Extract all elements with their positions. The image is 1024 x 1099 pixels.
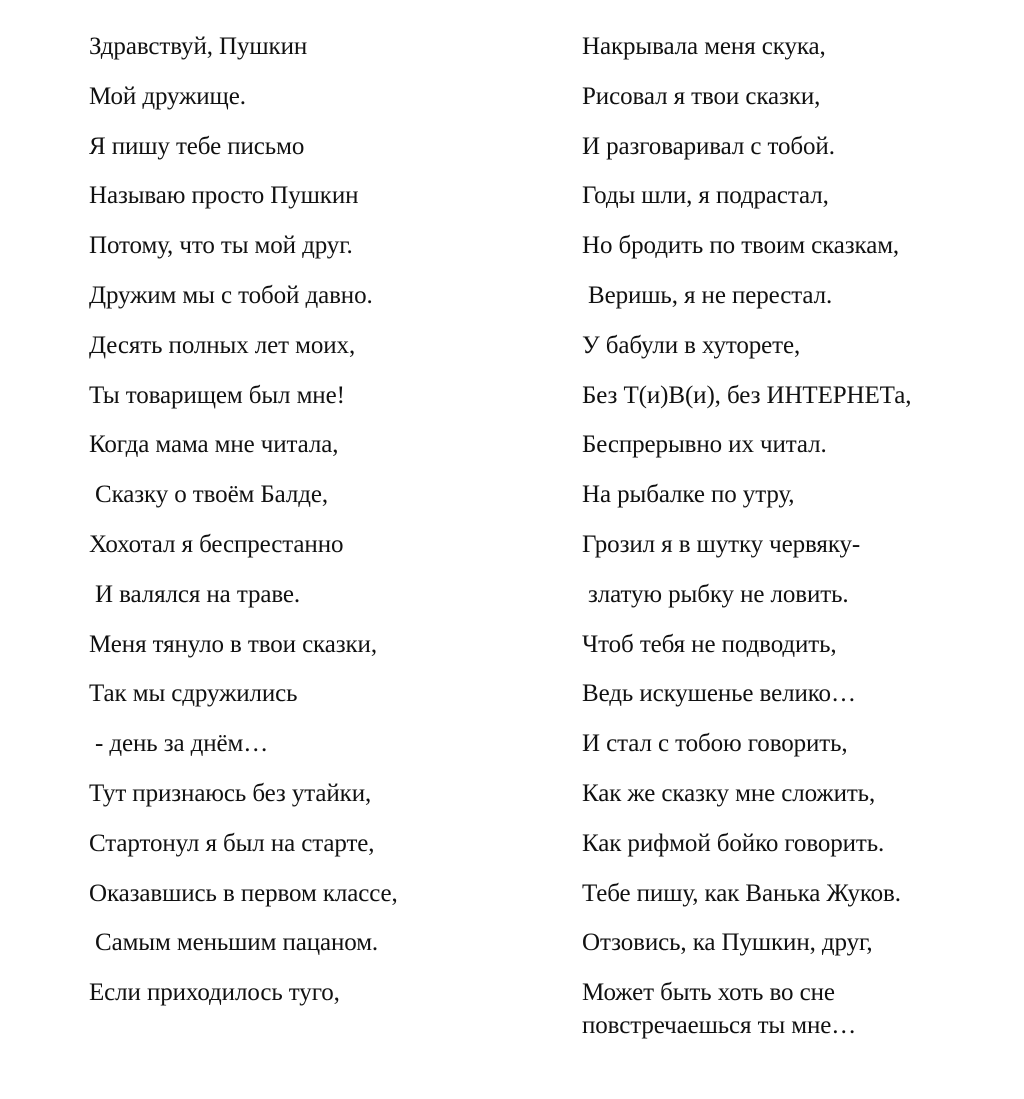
poem-line: Стартонул я был на старте,	[89, 829, 375, 857]
poem-line: Называю просто Пушкин	[89, 182, 359, 210]
poem-line: Но бродить по твоим сказкам,	[582, 232, 900, 260]
poem-line: Сказку о твоём Балде,	[95, 481, 329, 509]
poem-line: Отзовись, ка Пушкин, друг,	[582, 929, 873, 957]
poem-line: Беспрерывно их читал.	[582, 431, 827, 459]
poem-line: Мой дружище.	[89, 82, 246, 110]
poem-line: Оказавшись в первом классе,	[89, 879, 398, 907]
poem-line: Рисовал я твои сказки,	[582, 82, 821, 110]
poem-line: Самым меньшим пацаном.	[95, 929, 379, 957]
poem-line: Может быть хоть во сне	[582, 979, 835, 1007]
poem-line: И валялся на траве.	[95, 580, 301, 608]
poem-line: Ты товарищем был мне!	[89, 381, 345, 409]
poem-line: Так мы сдружились	[89, 680, 298, 708]
poem-line: Накрывала меня скука,	[582, 33, 826, 60]
poem-line: Десять полных лет моих,	[89, 331, 356, 359]
poem-line: Меня тянуло в твои сказки,	[89, 630, 377, 658]
poem-line: Я пишу тебе письмо	[89, 132, 305, 160]
poem-left-column	[89, 28, 529, 1024]
poem-line: Тебе пишу, как Ванька Жуков.	[582, 879, 901, 907]
poem-line: Здравствуй, Пушкин	[89, 33, 308, 60]
poem-line: Без Т(и)В(и), без ИНТЕРНЕТа,	[582, 381, 912, 409]
poem-line: Чтоб тебя не подводить,	[582, 630, 837, 658]
poem-right-column	[582, 28, 1022, 1042]
poem-line: повстречаешься ты мне…	[582, 1011, 857, 1039]
poem-line: Веришь, я не перестал.	[588, 281, 833, 309]
poem-line: Как же сказку мне сложить,	[582, 779, 876, 807]
poem-line: Потому, что ты мой друг.	[89, 232, 353, 260]
poem-line: На рыбалке по утру,	[582, 481, 795, 509]
poem-line: златую рыбку не ловить.	[588, 580, 849, 608]
poem-line: Годы шли, я подрастал,	[582, 182, 829, 210]
poem-line: Ведь искушенье велико…	[582, 680, 856, 708]
poem-line: Грозил я в шутку червяку-	[582, 530, 861, 558]
poem-line: Хохотал я беспрестанно	[89, 530, 344, 558]
poem-line: Дружим мы с тобой давно.	[89, 281, 373, 309]
poem-line: - день за днём…	[95, 730, 269, 758]
poem-line: Если приходилось туго,	[89, 979, 340, 1007]
poem-line: Когда мама мне читала,	[89, 431, 339, 459]
poem-line: Тут признаюсь без утайки,	[89, 779, 372, 807]
poem-line: И разговаривал с тобой.	[582, 132, 835, 160]
poem-line: Как рифмой бойко говорить.	[582, 829, 885, 857]
poem-line: И стал с тобою говорить,	[582, 730, 848, 758]
poem-line: У бабули в хуторете,	[582, 331, 801, 359]
